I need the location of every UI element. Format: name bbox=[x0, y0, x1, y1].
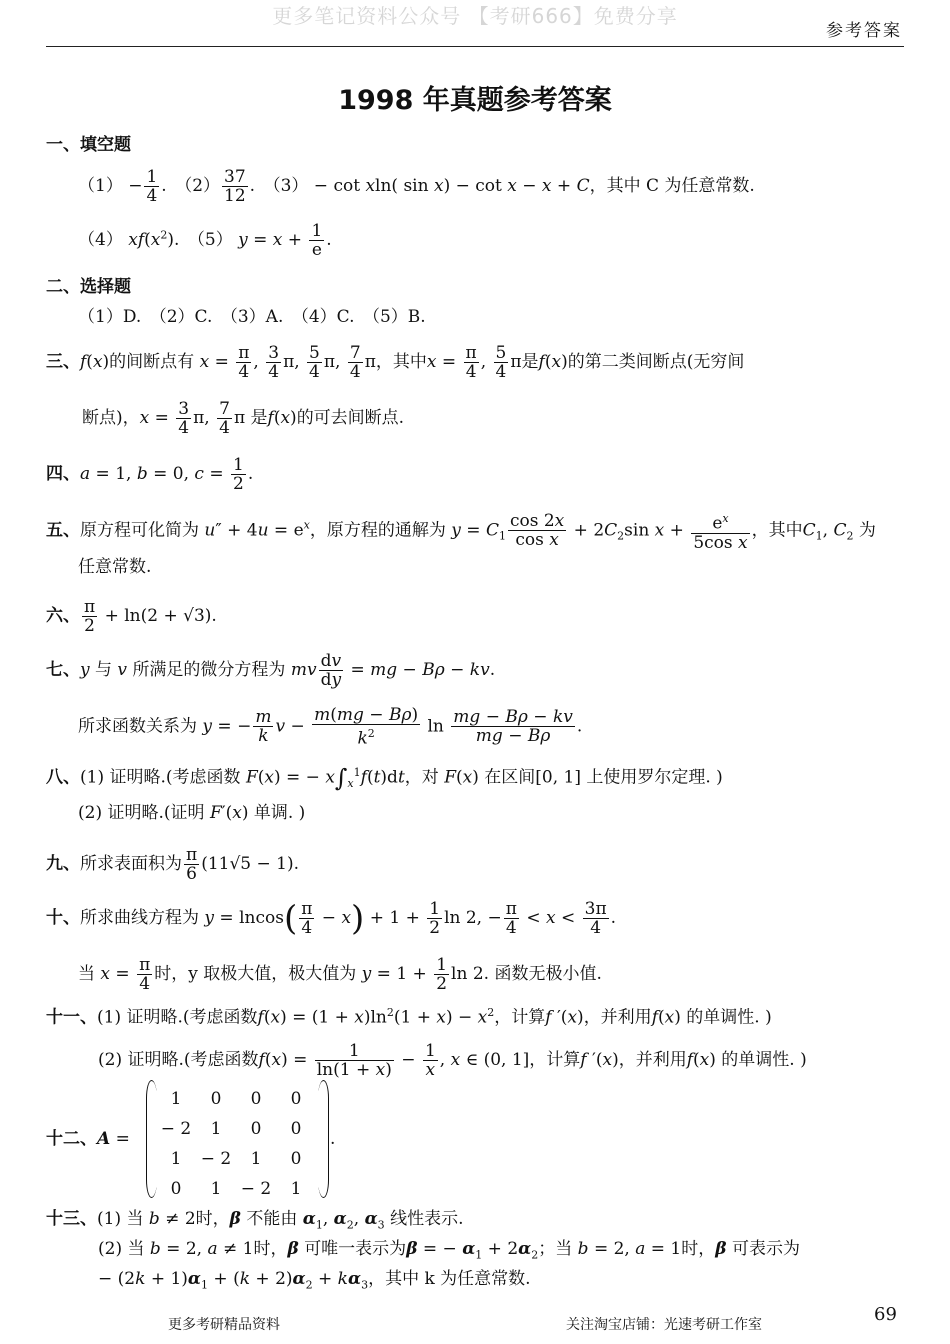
fill-answers-line-2: （4） $xf(x^2)$. （5） y = x + $\frac{1}{e}$ . bbox=[78, 221, 332, 260]
fill-tail: ，其中 C 为任意常数. bbox=[589, 176, 755, 196]
matrix-cell: 1 bbox=[170, 1149, 182, 1169]
section-11-line-2: (2) 证明略.(考虑函数f(x) = $\frac{1}{\ln(1 + x)}$ − $\frac{1}{x}$ , x ∈ (0, 1]，计算f ′(x)，并利用f(x) 的单调性. ) bbox=[98, 1041, 807, 1080]
matrix-cell: 1 bbox=[290, 1179, 302, 1199]
matrix-cell: 1 bbox=[250, 1149, 262, 1169]
matrix-cell: 0 bbox=[170, 1179, 182, 1199]
header-label: 参考答案 bbox=[826, 21, 902, 41]
section-8-line-2: (2) 证明略.(证明 F′(x) 单调. ) bbox=[78, 803, 306, 823]
footer-right: 关注淘宝店铺：光速考研工作室 bbox=[566, 1317, 762, 1333]
section-8-line-1: 八、(1) 证明略.(考虑函数 F(x) = − $x\int_x^1f(t)dt$，对 F(x) 在区间[0, 1] 上使用罗尔定理. ) bbox=[46, 764, 723, 793]
section-7-line-1: 七、y 与 v 所满足的微分方程为 mv $\frac{dv}{dy}$ = mg − Bρ − kv. bbox=[46, 651, 496, 690]
section-13-line-3: − $(2k + 1)\alpha_1 + (k + 2)\alpha_2 + k\alpha_3$，其中 k 为任意常数. bbox=[98, 1269, 531, 1292]
matrix-cell: 1 bbox=[210, 1119, 222, 1139]
section-7-line-2: 所求函数关系为 y = − $\frac{m}{k}$ v − $\frac{m(mg - B\rho)}{k^2}$ ln $\frac{mg - B\rho - kv}{mg - B\rho}$ . bbox=[78, 705, 583, 749]
footer-left: 更多考研精品资料 bbox=[168, 1317, 280, 1333]
matrix-cell: 0 bbox=[210, 1089, 222, 1109]
matrix-cell: 0 bbox=[290, 1089, 302, 1109]
matrix-cell: − 2 bbox=[200, 1149, 232, 1169]
choice-answers: （1）D. （2）C. （3）A. （4）C. （5）B. bbox=[78, 307, 426, 327]
page-number: 69 bbox=[874, 1304, 897, 1325]
section-3-line-1: 三、f(x)的间断点有 x = $\frac{\pi}{4}$ , $\frac{3}{4}$ π, $\frac{5}{4}$ π, $\frac{7}{4}$ π，其中x = $\frac{\pi}{4}$ , $\frac{5}{4}$ π是f(x)的第二类间断点(无穷间 bbox=[46, 343, 745, 382]
section-12-label: 十二、A = bbox=[46, 1129, 130, 1149]
section-13-line-1: 十三、(1) 当 b ≠ 2时，β 不能由 $\alpha_1$, $\alpha_2$, $\alpha_3$ 线性表示. bbox=[46, 1209, 464, 1232]
matrix-grid bbox=[156, 1084, 316, 1204]
matrix-cell: 1 bbox=[170, 1089, 182, 1109]
section-13-line-2: (2) 当 b = 2, a ≠ 1时，β 可唯一表示为β = − $\alpha_1 + 2\alpha_2$；当 b = 2, a = 1时，β 可表示为 bbox=[98, 1239, 800, 1262]
matrix-period: . bbox=[330, 1129, 336, 1149]
section-5-line-1: 五、原方程可化简为 $u'' + 4u = e^x$，原方程的通解为 $y = C_1$ $\frac{\cos 2x}{\text{cos x}}$ + $2C_2\sin$ x + $\frac{e^x}{\text{5cos x}}$ ，其中$C_1$, $C_2$ 为 bbox=[46, 511, 876, 553]
section-11-line-1: 十一、(1) 证明略.(考虑函数$f(x) = (1 + x)\ln^2(1 + x) - x^2$，计算f ′(x)，并利用f(x) 的单调性. ) bbox=[46, 1006, 772, 1028]
matrix-cell: − 2 bbox=[160, 1119, 192, 1139]
page-title: 1998 年真题参考答案 bbox=[338, 85, 612, 116]
matrix-cell: 0 bbox=[290, 1119, 302, 1139]
section-10-line-1: 十、所求曲线方程为 y = lncos( $\frac{\pi}{4}$ − x) + 1 + $\frac{1}{2}$ ln 2, − $\frac{\pi}{4}$ < x < $\frac{3\pi}{4}$ . bbox=[46, 898, 617, 939]
section-5-line-2: 任意常数. bbox=[78, 557, 152, 577]
matrix-cell: 1 bbox=[210, 1179, 222, 1199]
section-9: 九、所求表面积为 $\frac{\pi}{6}$ (11√5 − 1). bbox=[46, 845, 300, 884]
section-heading-fill: 一、填空题 bbox=[46, 135, 131, 155]
header-rule bbox=[46, 46, 904, 47]
section-6: 六、 $\frac{\pi}{2}$ + ln(2 + √3). bbox=[46, 597, 217, 636]
fill-answers-line-1: （1） − $\frac{1}{4}$ . （2） $\frac{37}{12}$ . （3） − cot xln( sin x) − cot x − x + C，其中 C 为任意常数. bbox=[78, 167, 755, 206]
section-heading-choice: 二、选择题 bbox=[46, 277, 131, 297]
matrix-cell: 0 bbox=[250, 1119, 262, 1139]
watermark: 更多笔记资料公众号 【考研666】免费分享 bbox=[272, 4, 678, 28]
section-10-line-2: 当 x = $\frac{\pi}{4}$ 时，y 取极大值，极大值为 y = 1 + $\frac{1}{2}$ ln 2. 函数无极小值. bbox=[78, 955, 602, 994]
matrix-right-bracket bbox=[318, 1080, 329, 1198]
section-4: 四、a = 1, b = 0, c = $\frac{1}{2}$ . bbox=[46, 455, 254, 494]
matrix-cell: − 2 bbox=[240, 1179, 272, 1199]
section-3-line-2: 断点)，x = $\frac{3}{4}$ π, $\frac{7}{4}$ π 是f(x)的可去间断点. bbox=[82, 399, 405, 438]
matrix-cell: 0 bbox=[250, 1089, 262, 1109]
matrix-cell: 0 bbox=[290, 1149, 302, 1169]
